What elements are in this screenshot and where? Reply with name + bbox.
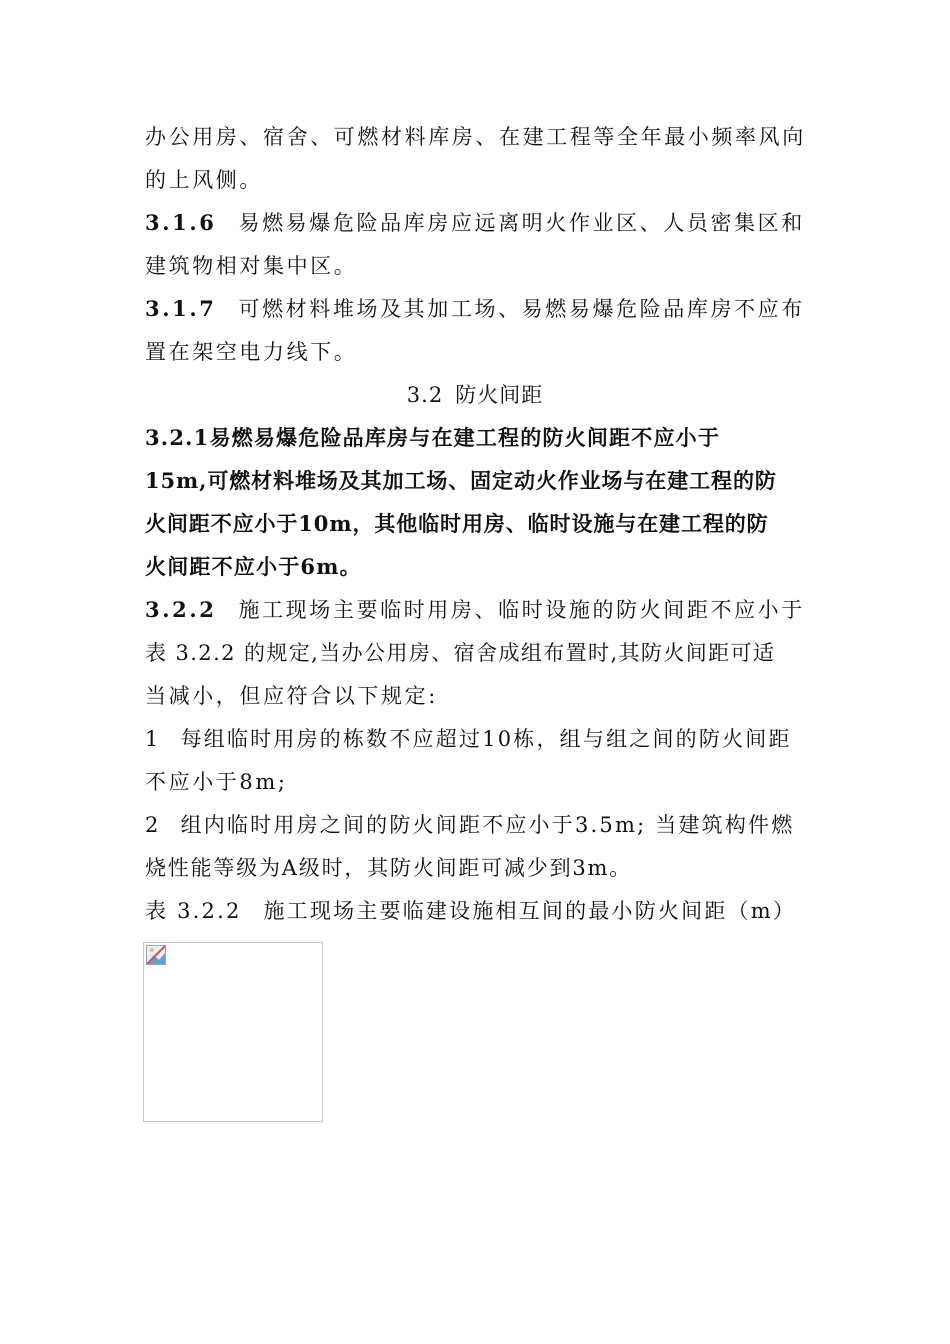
list-item-continuation: 烧性能等级为A级时，其防火间距可减少到3m。	[145, 856, 633, 880]
section-title: 防火间距	[455, 383, 544, 407]
table-caption	[145, 896, 796, 926]
list-item	[145, 810, 794, 840]
paragraph-line: 的上风侧。	[145, 168, 263, 192]
list-item-text: 每组临时用房的栋数不应超过10栋，组与组之间的防火间距	[180, 727, 792, 751]
list-item	[145, 724, 792, 754]
clause-number: 3.2.2	[145, 597, 217, 622]
section-number: 3.2	[406, 383, 444, 407]
paragraph-line: 当减小，但应符合以下规定:	[145, 684, 438, 708]
paragraph-line: 建筑物相对集中区。	[145, 254, 358, 278]
table-number: 表 3.2.2	[145, 899, 242, 923]
list-item-text: 组内临时用房之间的防火间距不应小于3.5m; 当建筑构件燃	[180, 813, 795, 837]
clause-3-2-1-line: 火间距不应小于10m，其他临时用房、临时设施与在建工程的防	[145, 511, 769, 536]
clause-3-1-6	[145, 208, 805, 238]
clause-text: 易燃易爆危险品库房应远离明火作业区、人员密集区和	[238, 211, 805, 235]
list-item-continuation: 不应小于8m;	[145, 770, 288, 794]
paragraph-line: 表 3.2.2 的规定,当办公用房、宿舍成组布置时,其防火间距可适	[145, 641, 776, 665]
paragraph-line: 办公用房、宿舍、可燃材料库房、在建工程等全年最小频率风向	[145, 125, 806, 149]
list-item-number: 1	[145, 727, 161, 751]
section-heading	[0, 380, 950, 410]
clause-text: 可燃材料堆场及其加工场、易燃易爆危险品库房不应布	[238, 297, 805, 321]
table-title: 施工现场主要临建设施相互间的最小防火间距（m）	[263, 899, 797, 923]
clause-number: 3.1.6	[145, 210, 217, 235]
clause-number: 3.1.7	[145, 296, 217, 321]
clause-3-2-1-line: 3.2.1易燃易爆危险品库房与在建工程的防火间距不应小于	[145, 425, 721, 450]
table-image-placeholder	[143, 942, 323, 1122]
list-item-number: 2	[145, 813, 161, 837]
broken-image-icon	[146, 945, 166, 965]
paragraph-line: 置在架空电力线下。	[145, 340, 358, 364]
clause-3-2-1-line: 火间距不应小于6m。	[145, 554, 362, 579]
clause-3-2-2	[145, 595, 805, 625]
clause-text: 施工现场主要临时用房、临时设施的防火间距不应小于	[238, 598, 805, 622]
clause-3-1-7	[145, 294, 805, 324]
clause-3-2-1-line: 15m,可燃材料堆场及其加工场、固定动火作业场与在建工程的防	[145, 468, 777, 493]
